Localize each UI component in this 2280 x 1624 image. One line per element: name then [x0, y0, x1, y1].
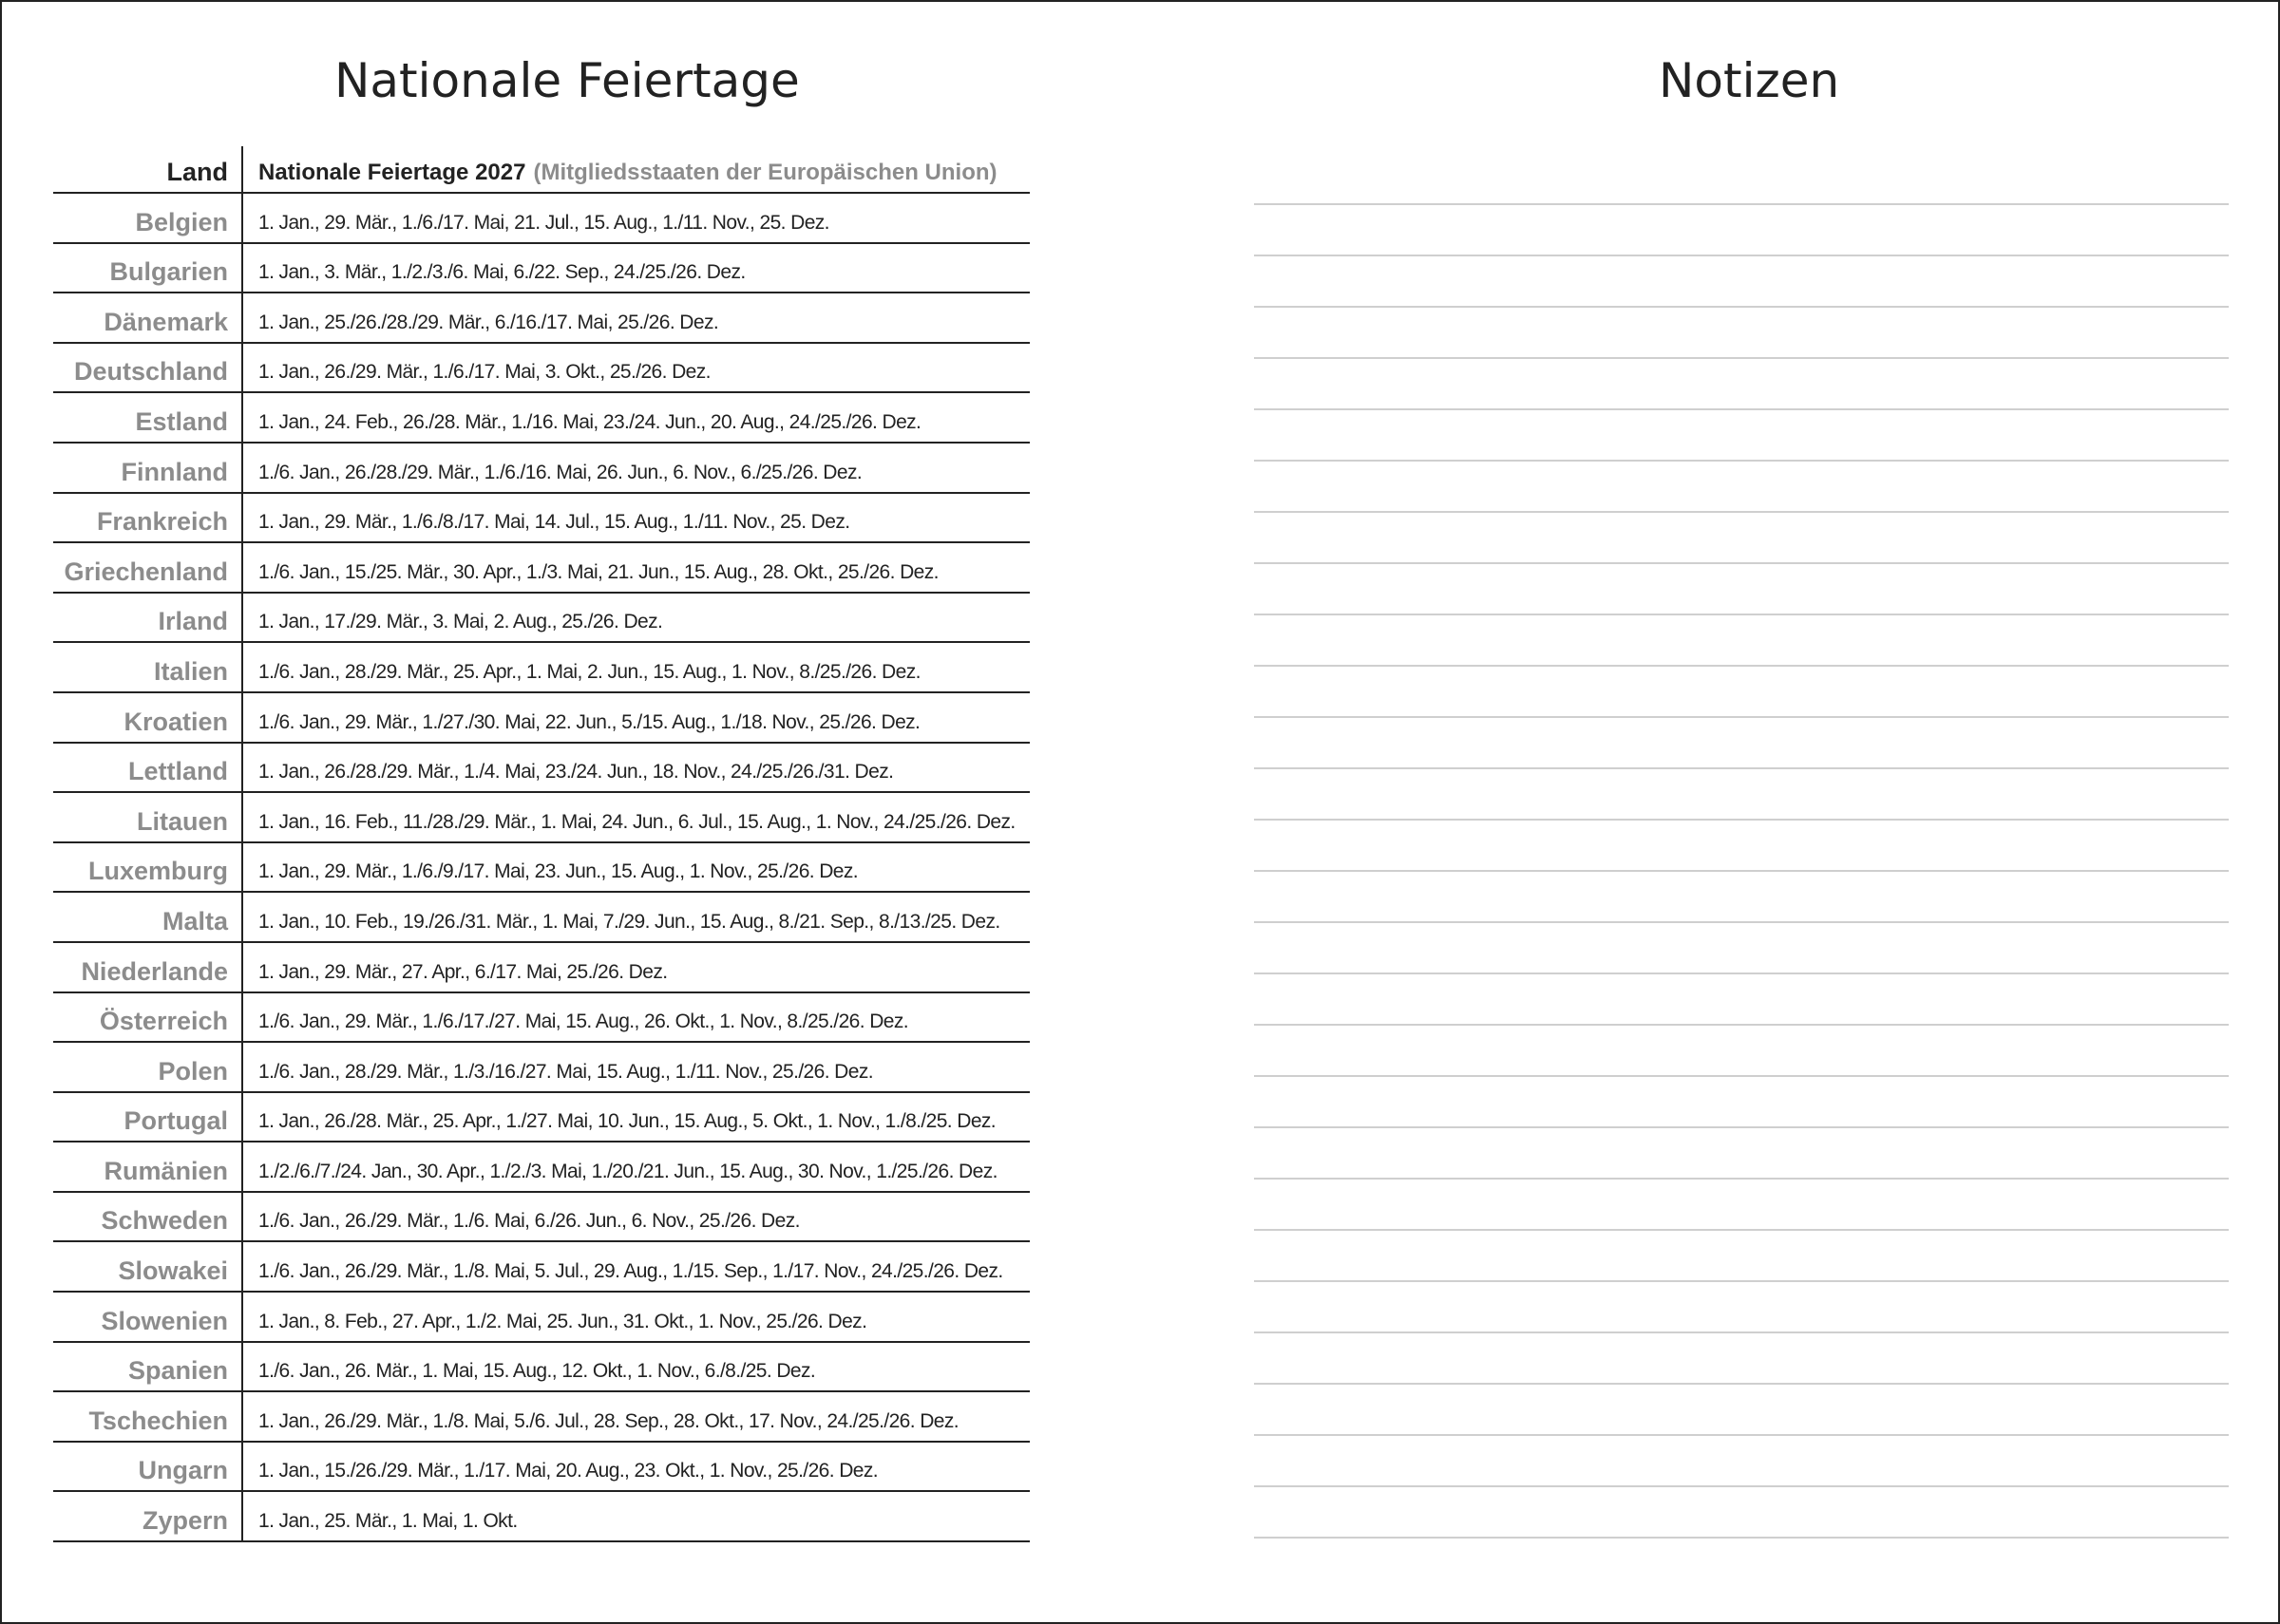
- note-line[interactable]: [1254, 974, 2229, 1026]
- note-line[interactable]: [1254, 1128, 2229, 1180]
- country-name: Finnland: [53, 444, 243, 492]
- table-row: [53, 1392, 1030, 1443]
- table-row: [53, 244, 1030, 294]
- table-row: [53, 344, 1030, 394]
- note-line[interactable]: [1254, 821, 2229, 872]
- table-row: [53, 893, 1030, 943]
- note-line[interactable]: [1254, 1231, 2229, 1282]
- note-line[interactable]: [1254, 154, 2229, 205]
- table-row: [53, 1142, 1030, 1193]
- country-name: Tschechien: [53, 1392, 243, 1441]
- country-name: Bulgarien: [53, 244, 243, 293]
- table-row: [53, 1443, 1030, 1493]
- table-body: [53, 194, 1030, 1542]
- country-name: Slowenien: [53, 1293, 243, 1341]
- table-row: [53, 293, 1030, 344]
- table-row: [53, 943, 1030, 993]
- page-title-notes: Notizen: [1659, 53, 1840, 108]
- holiday-dates: 1. Jan., 25. Mär., 1. Mai, 1. Okt.: [258, 1510, 518, 1533]
- holiday-dates: 1. Jan., 25./26./28./29. Mär., 6./16./17. Mai, 25./26. Dez.: [258, 311, 719, 333]
- table-row: [53, 1043, 1030, 1093]
- country-name: Lettland: [53, 744, 243, 792]
- holiday-dates: 1. Jan., 26./28./29. Mär., 1./4. Mai, 23./24. Jun., 18. Nov., 24./25./26./31. Dez.: [258, 761, 894, 784]
- country-name: Portugal: [53, 1093, 243, 1142]
- table-row: [53, 1242, 1030, 1293]
- holiday-dates: 1./6. Jan., 28./29. Mär., 1./3./16./27. Mai, 15. Aug., 1./11. Nov., 25./26. Dez.: [258, 1060, 873, 1083]
- table-row: [53, 643, 1030, 693]
- table-row: [53, 843, 1030, 894]
- table-row: [53, 693, 1030, 744]
- table-row: [53, 393, 1030, 444]
- holiday-dates: 1./6. Jan., 29. Mär., 1./6./17./27. Mai, 15. Aug., 26. Okt., 1. Nov., 8./25./26. Dez.: [258, 1010, 909, 1033]
- table-row: [53, 594, 1030, 644]
- holiday-dates: 1. Jan., 10. Feb., 19./26./31. Mär., 1. Mai, 7./29. Jun., 15. Aug., 8./21. Sep., 8./13./25. Dez.: [258, 910, 1000, 933]
- table-row: [53, 543, 1030, 594]
- column-header-land: Land: [53, 146, 243, 192]
- note-line[interactable]: [1254, 1180, 2229, 1231]
- country-name: Malta: [53, 893, 243, 941]
- note-line[interactable]: [1254, 256, 2229, 308]
- country-name: Deutschland: [53, 344, 243, 392]
- holiday-dates: 1./6. Jan., 26. Mär., 1. Mai, 15. Aug., 12. Okt., 1. Nov., 6./8./25. Dez.: [258, 1360, 816, 1383]
- holiday-dates: 1. Jan., 29. Mär., 1./6./8./17. Mai, 14. Jul., 15. Aug., 1./11. Nov., 25. Dez.: [258, 511, 850, 534]
- holiday-dates: 1. Jan., 15./26./29. Mär., 1./17. Mai, 20. Aug., 23. Okt., 1. Nov., 25./26. Dez.: [258, 1460, 878, 1482]
- country-name: Niederlande: [53, 943, 243, 991]
- table-row: [53, 1343, 1030, 1393]
- country-name: Belgien: [53, 194, 243, 242]
- holiday-dates: 1. Jan., 26./29. Mär., 1./8. Mai, 5./6. Jul., 28. Sep., 28. Okt., 17. Nov., 24./25./26. Dez.: [258, 1409, 959, 1432]
- column-header-holidays: [243, 146, 1030, 192]
- holiday-dates: 1. Jan., 29. Mär., 1./6./17. Mai, 21. Jul., 15. Aug., 1./11. Nov., 25. Dez.: [258, 211, 829, 234]
- country-name: Rumänien: [53, 1142, 243, 1191]
- country-name: Estland: [53, 393, 243, 442]
- table-row: [53, 494, 1030, 544]
- country-name: Ungarn: [53, 1443, 243, 1491]
- country-name: Kroatien: [53, 693, 243, 742]
- note-line[interactable]: [1254, 718, 2229, 769]
- country-name: Spanien: [53, 1343, 243, 1391]
- country-name: Polen: [53, 1043, 243, 1091]
- country-name: Luxemburg: [53, 843, 243, 892]
- holiday-dates: 1./6. Jan., 26./29. Mär., 1./8. Mai, 5. Jul., 29. Aug., 1./15. Sep., 1./17. Nov., 24./25./26. Dez.: [258, 1260, 1003, 1283]
- holiday-dates: 1. Jan., 26./28. Mär., 25. Apr., 1./27. Mai, 10. Jun., 15. Aug., 5. Okt., 1. Nov., 1./8./25. Dez.: [258, 1110, 997, 1133]
- note-line[interactable]: [1254, 872, 2229, 923]
- country-name: Italien: [53, 643, 243, 691]
- note-line[interactable]: [1254, 410, 2229, 462]
- table-row: [53, 1293, 1030, 1343]
- note-line[interactable]: [1254, 359, 2229, 410]
- country-name: Irland: [53, 594, 243, 642]
- holiday-dates: 1./6. Jan., 26./28./29. Mär., 1./6./16. Mai, 26. Jun., 6. Nov., 6./25./26. Dez.: [258, 461, 863, 483]
- note-line[interactable]: [1254, 1487, 2229, 1539]
- table-row: [53, 993, 1030, 1044]
- holiday-dates: 1./6. Jan., 15./25. Mär., 30. Apr., 1./3. Mai, 21. Jun., 15. Aug., 28. Okt., 25./26. Dez.: [258, 560, 939, 583]
- table-row: [53, 793, 1030, 843]
- note-line[interactable]: [1254, 923, 2229, 974]
- holiday-table: [53, 146, 1030, 1542]
- table-row: [53, 1193, 1030, 1243]
- table-row: [53, 1093, 1030, 1143]
- note-line[interactable]: [1254, 205, 2229, 256]
- holiday-dates: 1. Jan., 29. Mär., 1./6./9./17. Mai, 23. Jun., 15. Aug., 1. Nov., 25./26. Dez.: [258, 860, 859, 883]
- holiday-dates: 1. Jan., 26./29. Mär., 1./6./17. Mai, 3. Okt., 25./26. Dez.: [258, 361, 711, 384]
- holiday-dates: 1./6. Jan., 29. Mär., 1./27./30. Mai, 22. Jun., 5./15. Aug., 1./18. Nov., 25./26. Dez.: [258, 710, 921, 733]
- holiday-dates: 1./6. Jan., 26./29. Mär., 1./6. Mai, 6./26. Jun., 6. Nov., 25./26. Dez.: [258, 1210, 800, 1233]
- country-name: Litauen: [53, 793, 243, 841]
- table-header-row: [53, 146, 1030, 194]
- table-row: [53, 744, 1030, 794]
- holiday-dates: 1. Jan., 8. Feb., 27. Apr., 1./2. Mai, 25. Jun., 31. Okt., 1. Nov., 25./26. Dez.: [258, 1310, 867, 1332]
- table-row: [53, 194, 1030, 244]
- country-name: Dänemark: [53, 293, 243, 342]
- column-header-main: Nationale Feiertage 2027: [258, 160, 526, 185]
- country-name: Schweden: [53, 1193, 243, 1241]
- note-line[interactable]: [1254, 462, 2229, 513]
- note-line[interactable]: [1254, 1333, 2229, 1385]
- note-line[interactable]: [1254, 769, 2229, 821]
- country-name: Slowakei: [53, 1242, 243, 1291]
- note-line[interactable]: [1254, 1077, 2229, 1128]
- page-title-holidays: Nationale Feiertage: [334, 53, 800, 108]
- holiday-dates: 1. Jan., 29. Mär., 27. Apr., 6./17. Mai, 25./26. Dez.: [258, 960, 668, 983]
- notes-area: [1254, 154, 2229, 1539]
- note-line[interactable]: [1254, 1026, 2229, 1077]
- note-line[interactable]: [1254, 1436, 2229, 1487]
- note-line[interactable]: [1254, 667, 2229, 718]
- country-name: Österreich: [53, 993, 243, 1042]
- note-line[interactable]: [1254, 1282, 2229, 1333]
- table-row: [53, 1492, 1030, 1542]
- holiday-dates: 1./6. Jan., 28./29. Mär., 25. Apr., 1. Mai, 2. Jun., 15. Aug., 1. Nov., 8./25./26. Dez.: [258, 660, 921, 683]
- table-row: [53, 444, 1030, 494]
- holiday-dates: 1. Jan., 16. Feb., 11./28./29. Mär., 1. Mai, 24. Jun., 6. Jul., 15. Aug., 1. Nov., 24./25./26. Dez.: [258, 810, 1016, 833]
- note-line[interactable]: [1254, 615, 2229, 667]
- note-line[interactable]: [1254, 308, 2229, 359]
- note-line[interactable]: [1254, 1385, 2229, 1436]
- column-header-sub: (Mitgliedsstaaten der Europäischen Union): [533, 160, 998, 185]
- country-name: Frankreich: [53, 494, 243, 542]
- country-name: Griechenland: [53, 543, 243, 592]
- note-line[interactable]: [1254, 564, 2229, 615]
- holiday-dates: 1. Jan., 3. Mär., 1./2./3./6. Mai, 6./22. Sep., 24./25./26. Dez.: [258, 261, 746, 284]
- holiday-dates: 1. Jan., 24. Feb., 26./28. Mär., 1./16. Mai, 23./24. Jun., 20. Aug., 24./25./26. Dez.: [258, 410, 922, 433]
- holiday-dates: 1./2./6./7./24. Jan., 30. Apr., 1./2./3. Mai, 1./20./21. Jun., 15. Aug., 30. Nov., 1./25./26. Dez.: [258, 1160, 998, 1182]
- holiday-dates: 1. Jan., 17./29. Mär., 3. Mai, 2. Aug., 25./26. Dez.: [258, 611, 663, 633]
- country-name: Zypern: [53, 1492, 243, 1540]
- note-line[interactable]: [1254, 513, 2229, 564]
